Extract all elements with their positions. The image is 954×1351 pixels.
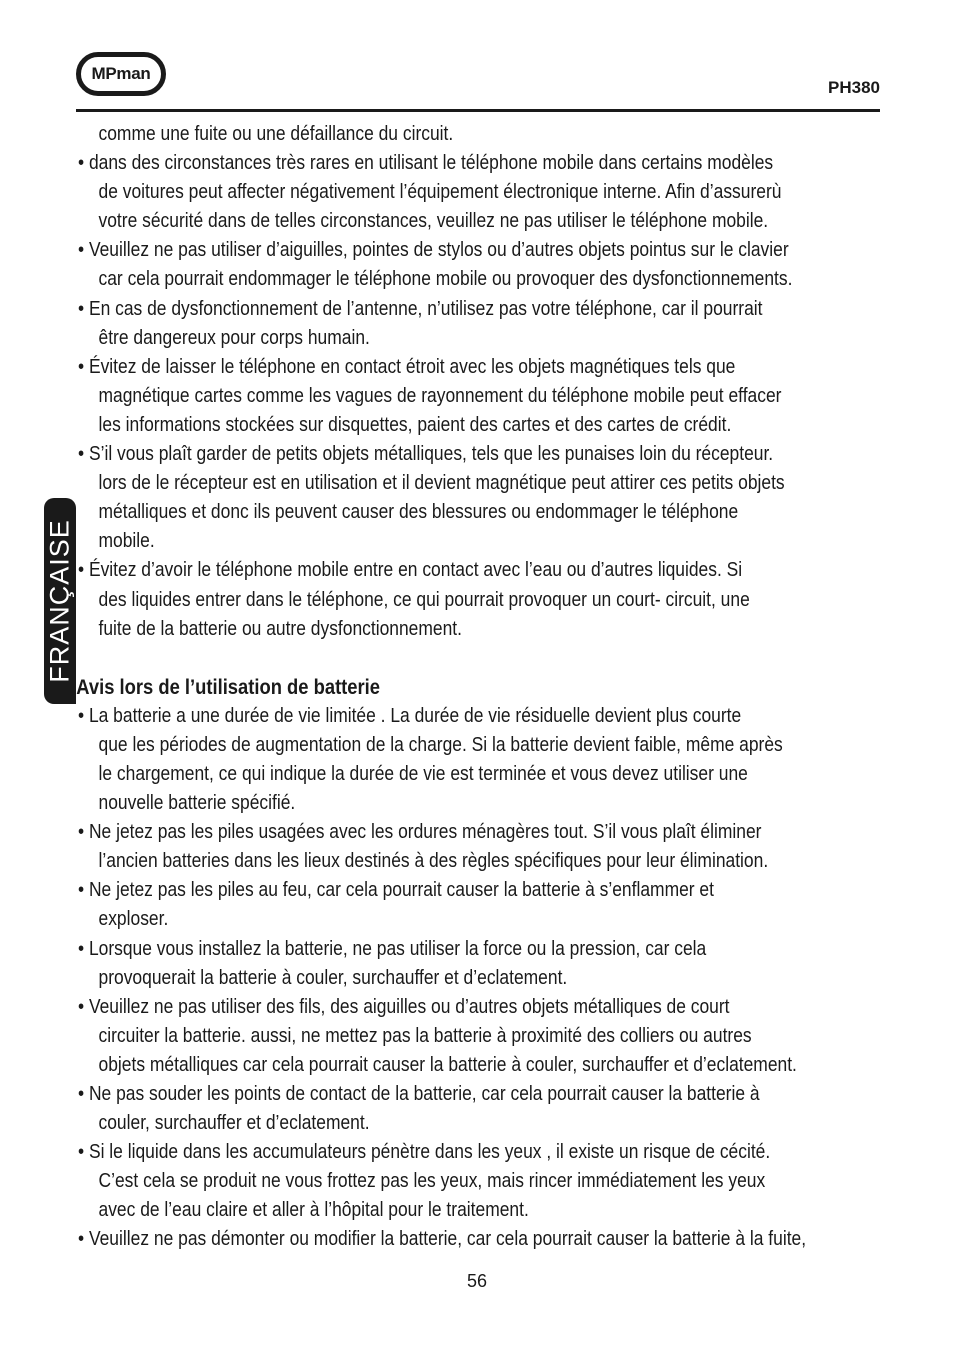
- page-number: 56: [466, 1271, 488, 1291]
- text-line: votre sécurité dans de telles circonstances, veuillez ne pas utiliser le téléphone mobile.: [98, 210, 769, 233]
- brand-name: MPman: [91, 64, 151, 83]
- text-line: lors de le récepteur est en utilisation et il devient magnétique peut attirer ces petits objets: [98, 472, 785, 495]
- text-line: circuiter la batterie. aussi, ne mettez pas la batterie à proximité des colliers ou autres: [98, 1024, 752, 1047]
- text-line: comme une fuite ou une défaillance du circuit.: [98, 123, 454, 145]
- text-line: le chargement, ce qui indique la durée de vie est terminée et vous devez utiliser une: [98, 762, 748, 785]
- section-gap: [78, 644, 882, 673]
- language-tab: [44, 498, 76, 704]
- language-tab-label: FRANÇAISE: [44, 519, 75, 683]
- text-line: métalliques et donc ils peuvent causer des blessures ou endommager le téléphone: [98, 501, 739, 524]
- header-divider: [76, 109, 880, 112]
- text-line: l’ancien batteries dans les lieux destinés à des règles spécifiques pour leur élimination.: [98, 850, 769, 873]
- model-number: PH380: [828, 78, 880, 97]
- mpman-logo: [76, 52, 166, 96]
- text-line: magnétique cartes comme les vagues de rayonnement du téléphone mobile peut effacer: [98, 384, 782, 407]
- text-line: • Ne jetez pas les piles au feu, car cela pourrait causer la batterie à s’enflammer et: [78, 879, 714, 902]
- text-line: • Veuillez ne pas utiliser d’aiguilles, pointes de stylos ou d’autres objets pointus sur le clavier: [78, 239, 789, 262]
- text-line: • Ne pas souder les points de contact de la batterie, car cela pourrait causer la batterie à: [78, 1083, 760, 1105]
- text-line: • En cas de dysfonctionnement de l’antenne, n’utilisez pas votre téléphone, car il pourrait: [78, 297, 763, 320]
- text-line: • S’il vous plaît garder de petits objets métalliques, tels que les punaises loin du récepteur.: [78, 443, 774, 466]
- text-line: C’est cela se produit ne vous frottez pas les yeux, mais rincer immédiatement les yeux: [98, 1170, 766, 1193]
- text-line: avec de l’eau claire et aller à l’hôpital pour le traitement.: [98, 1199, 529, 1222]
- text-line: • Veuillez ne pas démonter ou modifier la batterie, car cela pourrait causer la batterie à la fuite,: [78, 1228, 807, 1251]
- text-line: nouvelle batterie spécifié.: [98, 792, 296, 815]
- text-line: • Lorsque vous installez la batterie, ne pas utiliser la force ou la pression, car cela: [78, 937, 707, 960]
- text-line: de voitures peut affecter négativement l’équipement électronique interne. Afin d’assurerù: [98, 181, 782, 204]
- text-line: fuite de la batterie ou autre dysfonctionnement.: [98, 617, 462, 640]
- text-line: objets métalliques car cela pourrait causer la batterie à couler, surchauffer et d’eclatement.: [98, 1053, 797, 1076]
- text-line: • Évitez de laisser le téléphone en contact étroit avec les objets magnétiques tels que: [78, 355, 736, 378]
- text-line: exploser.: [98, 908, 169, 931]
- text-line: car cela pourrait endommager le téléphone mobile ou provoquer des dysfonctionnements.: [98, 268, 793, 291]
- text-line: • La batterie a une durée de vie limitée . La durée de vie résiduelle devient plus courte: [78, 704, 742, 727]
- text-line: provoquerait la batterie à couler, surchauffer et d’eclatement.: [98, 966, 568, 989]
- text-line: des liquides entrer dans le téléphone, ce qui pourrait provoquer un court- circuit, une: [98, 588, 750, 611]
- text-line: couler, surchauffer et d’eclatement.: [98, 1112, 370, 1135]
- text-line: que les périodes de augmentation de la charge. Si la batterie devient faible, même après: [98, 733, 783, 756]
- text-line: • Ne jetez pas les piles usagées avec les ordures ménagères tout. S’il vous plaît éliminer: [78, 821, 762, 844]
- text-line: • dans des circonstances très rares en utilisant le téléphone mobile dans certains modèles: [78, 152, 774, 175]
- text-line: • Évitez d’avoir le téléphone mobile entre en contact avec l’eau ou d’autres liquides. Si: [78, 559, 743, 582]
- text-line: • Veuillez ne pas utiliser des fils, des aiguilles ou d’autres objets métalliques de court: [78, 995, 730, 1018]
- text-line: • Si le liquide dans les accumulateurs pénètre dans les yeux , il existe un risque de cécité.: [78, 1141, 771, 1164]
- text-line: mobile.: [98, 530, 155, 553]
- text-line: être dangereux pour corps humain.: [98, 326, 370, 349]
- page-body: [78, 120, 882, 1255]
- section-heading: Avis lors de l’utilisation de batterie: [76, 674, 381, 699]
- text-line: les informations stockées sur disquettes, paient des cartes et des cartes de crédit.: [98, 413, 732, 436]
